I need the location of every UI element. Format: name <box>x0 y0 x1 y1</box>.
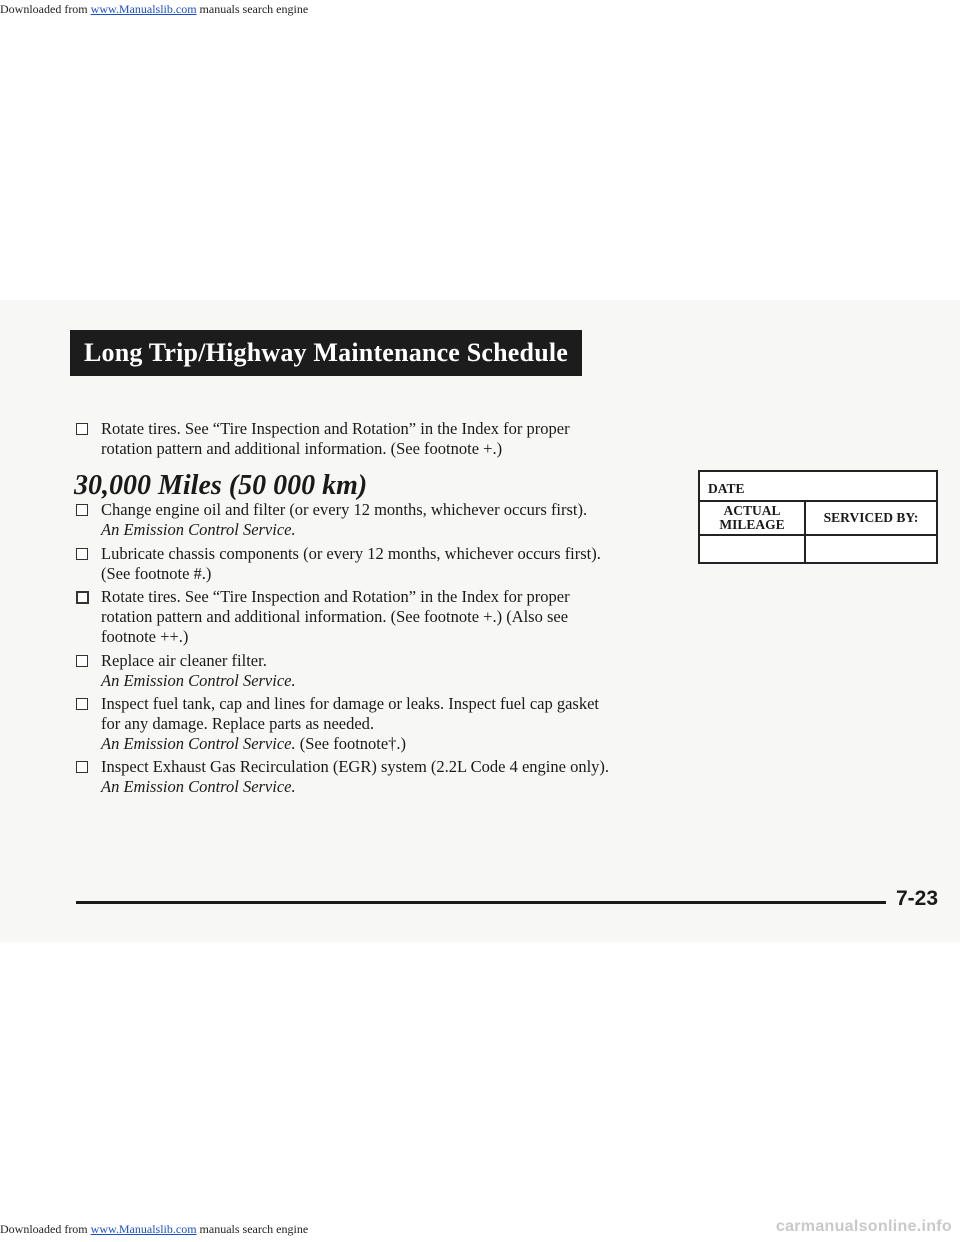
checkbox-icon[interactable] <box>76 655 88 667</box>
checklist-item-lubricate-chassis <box>76 544 601 584</box>
date-row[interactable] <box>700 472 936 502</box>
item-line: for any damage. Replace parts as needed. <box>101 714 375 733</box>
checkbox-icon[interactable] <box>76 504 88 516</box>
manualslib-link[interactable]: www.Manualslib.com <box>90 1222 197 1236</box>
footnote-ref: (See footnote†.) <box>295 734 407 753</box>
item-line: Replace air cleaner filter. <box>101 651 267 670</box>
footer-rule <box>76 901 886 904</box>
checklist-item-rotate-tires <box>76 587 570 647</box>
section-banner <box>70 330 582 376</box>
manualslib-link[interactable]: www.Manualslib.com <box>90 2 197 16</box>
service-record-table <box>698 470 938 564</box>
mileage-heading: 30,000 Miles (50 000 km) <box>74 470 368 501</box>
actual-label: ACTUAL <box>723 503 781 518</box>
item-line: Rotate tires. See “Tire Inspection and Rotation” in the Index for proper <box>101 419 570 438</box>
checkbox-icon[interactable] <box>76 548 88 560</box>
download-note-prefix: Downloaded from <box>0 1222 91 1236</box>
item-line: Inspect Exhaust Gas Recirculation (EGR) system (2.2L Code 4 engine only). <box>101 757 610 776</box>
emission-note-text: An Emission Control Service. <box>101 734 296 753</box>
download-note-prefix: Downloaded from <box>0 2 91 16</box>
checklist-item-air-filter <box>76 651 296 691</box>
checkbox-icon[interactable] <box>76 698 88 710</box>
download-note-top <box>0 2 308 17</box>
emission-note: An Emission Control Service. <box>101 520 296 539</box>
column-divider <box>804 536 806 562</box>
emission-note: An Emission Control Service. <box>101 777 296 796</box>
page-number: 7-23 <box>896 887 939 910</box>
entry-row[interactable] <box>700 536 936 562</box>
site-watermark: carmanualsonline.info <box>775 1218 952 1235</box>
checklist-item-oil-change <box>76 500 587 540</box>
mileage-label: MILEAGE <box>719 517 785 532</box>
item-line: Change engine oil and filter (or every 12 months, whichever occurs first). <box>101 500 588 519</box>
checklist-item-rotate-tires-pre <box>76 419 570 459</box>
item-line: Inspect fuel tank, cap and lines for damage or leaks. Inspect fuel cap gasket <box>101 694 600 713</box>
banner-title: Long Trip/Highway Maintenance Schedule <box>83 338 569 367</box>
header-row <box>700 502 936 536</box>
emission-note <box>101 734 599 754</box>
checkbox-icon[interactable] <box>76 423 88 435</box>
item-line: footnote ++.) <box>101 627 189 646</box>
checkbox-icon[interactable] <box>76 591 89 604</box>
download-note-suffix: manuals search engine <box>196 1222 309 1236</box>
date-label: DATE <box>708 481 745 496</box>
item-line: rotation pattern and additional information. (See footnote +.) (Also see <box>101 607 569 626</box>
actual-mileage-label <box>700 504 804 532</box>
item-line: Rotate tires. See “Tire Inspection and Rotation” in the Index for proper <box>101 587 570 606</box>
item-line: rotation pattern and additional information. (See footnote +.) <box>101 439 503 458</box>
item-line: Lubricate chassis components (or every 12 months, whichever occurs first). <box>101 544 601 563</box>
checklist-item-egr <box>76 757 609 797</box>
checklist-item-fuel-tank <box>76 694 599 754</box>
serviced-by-label: SERVICED BY: <box>823 510 919 525</box>
checkbox-icon[interactable] <box>76 761 88 773</box>
download-note-bottom <box>0 1222 308 1237</box>
emission-note: An Emission Control Service. <box>101 671 296 690</box>
item-line: (See footnote #.) <box>101 564 212 583</box>
download-note-suffix: manuals search engine <box>196 2 309 16</box>
